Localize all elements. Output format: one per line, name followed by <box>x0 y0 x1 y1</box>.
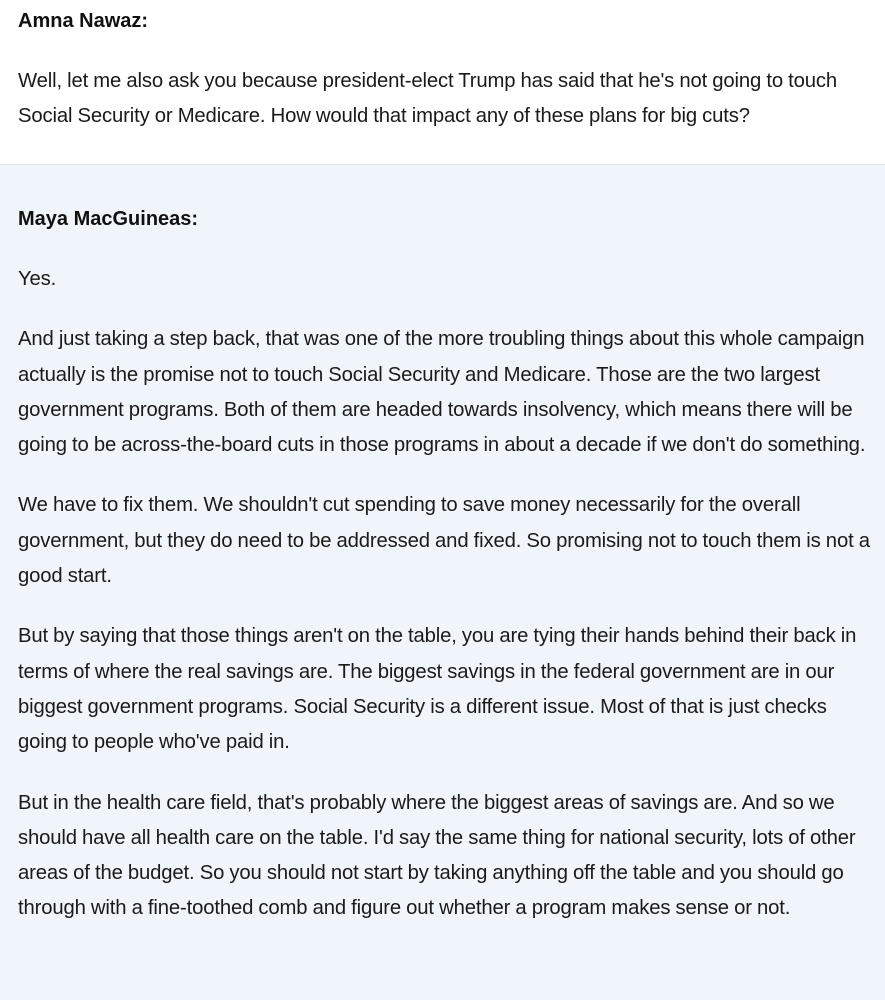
paragraph: But by saying that those things aren't on the table, you are tying their hands behind their back in terms of where the real savings are. The biggest savings in the federal government are in our biggest government programs. Social Security is a different issue. Most of that is just checks going to people who've paid in. <box>18 625 857 754</box>
speaker-name: Maya MacGuineas: <box>18 208 199 230</box>
speaker-name: Amna Nawaz: <box>18 10 149 32</box>
transcript-block-maya-macguineas <box>0 165 885 1000</box>
transcript-block-amna-nawaz <box>0 0 885 165</box>
paragraph: Well, let me also ask you because president-elect Trump has said that he's not going to touch Social Security or Medicare. How would that impact any of these plans for big cuts? <box>18 70 838 128</box>
paragraph: Yes. <box>18 268 57 290</box>
paragraph: But in the health care field, that's probably where the biggest areas of savings are. And so we should have all health care on the table. I'd say the same thing for national security, lots of other areas of the budget. So you should not start by taking anything off the table and you should go through with a fine-toothed comb and figure out whether a program makes sense or not. <box>18 791 856 920</box>
paragraph: We have to fix them. We shouldn't cut spending to save money necessarily for the overall government, but they do need to be addressed and fixed. So promising not to touch them is not a good start. <box>18 494 870 588</box>
paragraph: And just taking a step back, that was one of the more troubling things about this whole campaign actually is the promise not to touch Social Security and Medicare. Those are the two largest government programs. Both of them are headed towards insolvency, which means there will be going to be across-the-board cuts in those programs in about a decade if we don't do something. <box>18 328 866 457</box>
